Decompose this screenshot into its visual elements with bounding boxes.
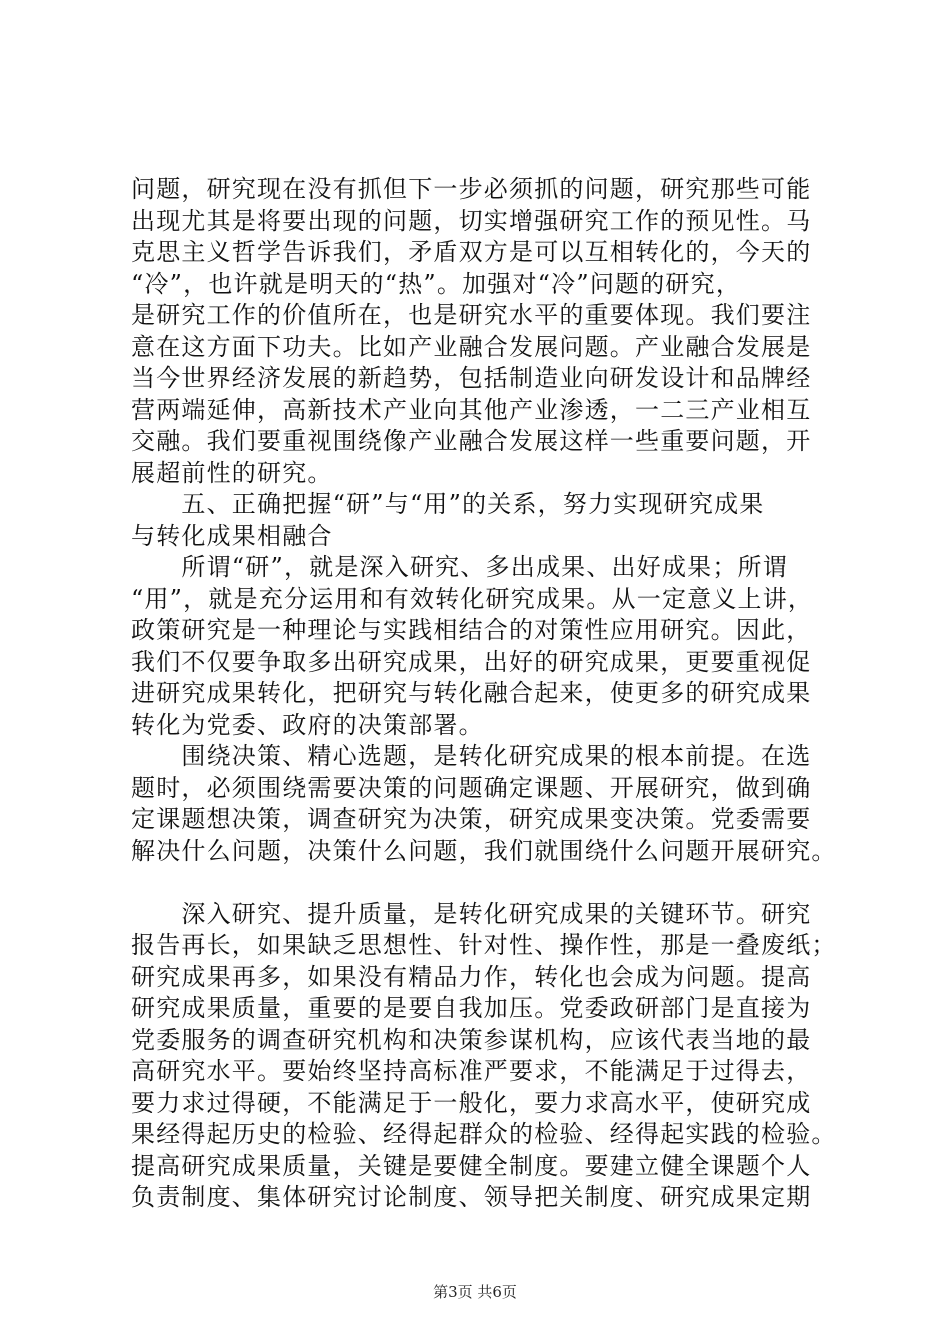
text-line: 出现尤其是将要出现的问题，切实增强研究工作的预见性。马 [131,206,812,235]
text-line: 交融。我们要重视围绕像产业融合发展这样一些重要问题，开 [131,427,812,455]
text-line: 政策研究是一种理论与实践相结合的对策性应用研究。因此， [131,616,812,644]
text-line: 高研究水平。要始终坚持高标准严要求，不能满足于过得去， [131,1057,812,1085]
text-line: 研究成果再多，如果没有精品力作，转化也会成为问题。提高 [131,962,812,991]
text-line: 所谓“研”，就是深入研究、多出成果、出好成果；所谓 [131,553,788,581]
text-line: “冷”，也许就是明天的“热”。加强对“冷”问题的研究， [131,269,742,298]
text-line: 解决什么问题，决策什么问题，我们就围绕什么问题开展研究。 [131,836,837,865]
text-line: 负责制度、集体研究讨论制度、领导把关制度、研究成果定期 [131,1183,812,1211]
text-line: 营两端延伸，高新技术产业向其他产业渗透，一二三产业相互 [131,395,812,424]
text-line: 提高研究成果质量，关键是要健全制度。要建立健全课题个人 [131,1151,812,1180]
text-line: 意在这方面下功夫。比如产业融合发展问题。产业融合发展是 [131,332,812,361]
text-line: 深入研究、提升质量，是转化研究成果的关键环节。研究 [131,899,812,928]
text-line: 要力求过得硬，不能满足于一般化，要力求高水平，使研究成 [131,1088,812,1117]
text-line: 是研究工作的价值所在，也是研究水平的重要体现。我们要注 [131,301,812,329]
text-line: 五、正确把握“研”与“用”的关系，努力实现研究成果 [131,490,765,518]
text-line: “用”，就是充分运用和有效转化研究成果。从一定意义上讲， [131,584,814,613]
text-line: 报告再长，如果缺乏思想性、针对性、操作性，那是一叠废纸； [131,931,837,959]
text-line: 问题，研究现在没有抓但下一步必须抓的问题，研究那些可能 [131,175,812,203]
text-line: 题时，必须围绕需要决策的问题确定课题、开展研究，做到确 [131,773,812,802]
text-line: 展超前性的研究。 [131,458,333,487]
blank-line [131,867,831,899]
text-line: 研究成果质量，重要的是要自我加压。党委政研部门是直接为 [131,994,812,1022]
text-line: 与转化成果相融合 [131,521,333,550]
page-footer: 第3页 共6页 [433,1283,517,1301]
document-body [131,174,837,1214]
text-line: 克思主义哲学告诉我们，矛盾双方是可以互相转化的，今天的 [131,238,812,266]
text-line: 定课题想决策，调查研究为决策，研究成果变决策。党委需要 [131,805,812,833]
text-line: 果经得起历史的检验、经得起群众的检验、经得起实践的检验。 [131,1120,837,1148]
text-line: 进研究成果转化，把研究与转化融合起来，使更多的研究成果 [131,679,812,707]
text-line: 我们不仅要争取多出研究成果，出好的研究成果，更要重视促 [131,647,812,676]
text-line: 当今世界经济发展的新趋势，包括制造业向研发设计和品牌经 [131,364,812,392]
text-line: 围绕决策、精心选题，是转化研究成果的根本前提。在选 [131,742,812,770]
text-line: 转化为党委、政府的决策部署。 [131,710,484,739]
text-line: 党委服务的调查研究机构和决策参谋机构，应该代表当地的最 [131,1025,812,1054]
